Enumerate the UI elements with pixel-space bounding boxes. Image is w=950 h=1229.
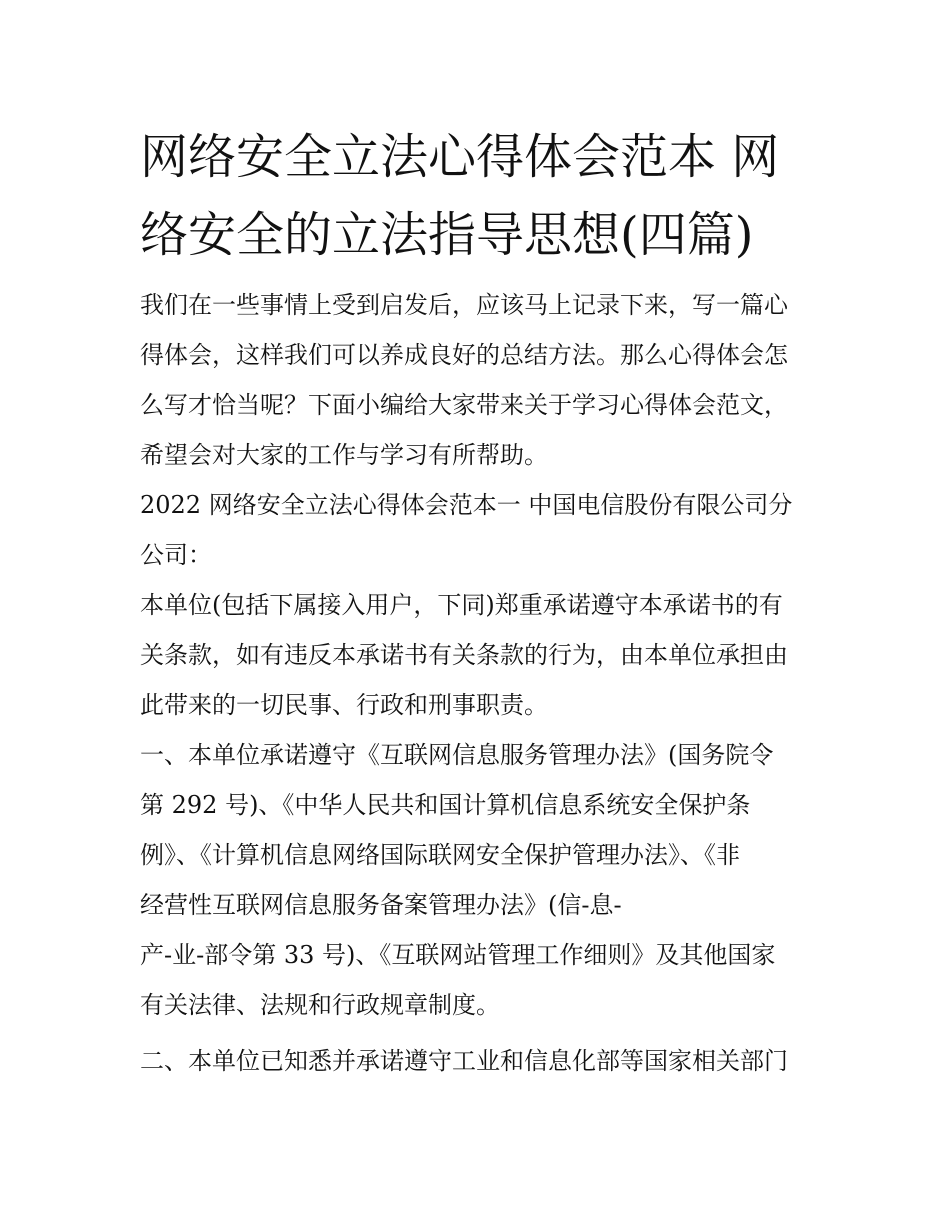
body-line: 第 292 号)、《中华人民共和国计算机信息系统安全保护条: [140, 791, 751, 819]
body-line: 得体会，这样我们可以养成良好的总结方法。那么心得体会怎: [140, 341, 788, 369]
document-body: [140, 280, 830, 1086]
body-line: 我们在一些事情上受到启发后，应该马上记录下来，写一篇心: [140, 291, 788, 319]
body-line: 经营性互联网信息服务备案管理办法》(信-息-: [140, 891, 622, 919]
body-line: 么写才恰当呢？下面小编给大家带来关于学习心得体会范文，: [140, 391, 788, 419]
body-line: 产-业-部令第 33 号)、《互联网站管理工作细则》及其他国家: [140, 941, 776, 969]
body-line: 例》、《计算机信息网络国际联网安全保护管理办法》、《非: [140, 841, 740, 869]
title-line: 络安全的立法指导思想(四篇): [140, 207, 754, 263]
body-line: 一、本单位承诺遵守《互联网信息服务管理办法》(国务院令: [140, 741, 774, 769]
body-line: 希望会对大家的工作与学习有所帮助。: [140, 441, 548, 469]
body-line: 二、本单位已知悉并承诺遵守工业和信息化部等国家相关部门: [140, 1047, 788, 1075]
document-title: [140, 118, 840, 274]
title-line: 网络安全立法心得体会范本 网: [140, 129, 780, 185]
body-line: 关条款，如有违反本承诺书有关条款的行为，由本单位承担由: [140, 641, 788, 669]
body-line: 2022 网络安全立法心得体会范本一 中国电信股份有限公司分: [140, 491, 793, 519]
body-line: 此带来的一切民事、行政和刑事职责。: [140, 691, 548, 719]
body-line: 公司：: [140, 541, 212, 569]
body-line: 本单位(包括下属接入用户，下同)郑重承诺遵守本承诺书的有: [140, 591, 783, 619]
body-line: 有关法律、法规和行政规章制度。: [140, 991, 500, 1019]
